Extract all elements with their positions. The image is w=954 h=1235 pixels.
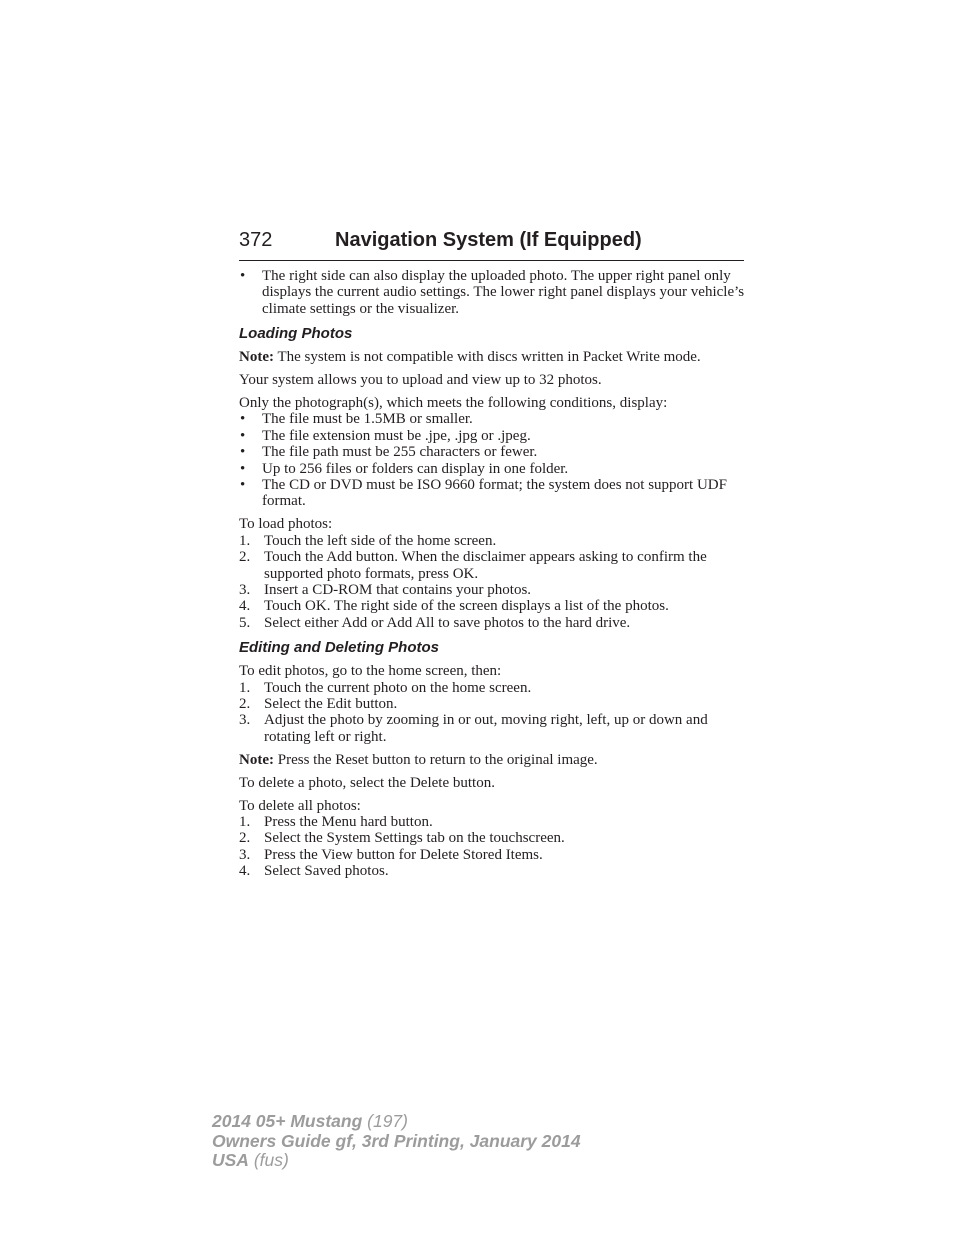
step-text: Press the Menu hard button. [264, 813, 433, 830]
footer-market: USA [212, 1150, 249, 1170]
load-steps-intro: To load photos: [239, 516, 333, 533]
list-item [239, 533, 745, 549]
step-text: Select Saved photos. [264, 863, 389, 880]
footer-model-code: (197) [362, 1111, 408, 1131]
upload-paragraph: Your system allows you to upload and view up to 32 photos. [239, 372, 602, 389]
step-number: 3. [239, 846, 251, 863]
section-title: Navigation System (If Equipped) [335, 229, 642, 251]
step-text: Press the View button for Delete Stored Items. [264, 846, 543, 863]
list-item [239, 582, 745, 598]
step-number: 1. [239, 532, 251, 549]
step-number: 5. [239, 614, 251, 631]
step-text: Touch the current photo on the home screen. [264, 679, 532, 696]
conditions-intro: Only the photograph(s), which meets the following conditions, display: [239, 395, 668, 412]
footer-line-guide [212, 1132, 581, 1152]
editing-photos-heading: Editing and Deleting Photos [239, 639, 439, 657]
note-paragraph [239, 349, 745, 365]
list-item [239, 814, 745, 830]
step-text: Adjust the photo by zooming in or out, moving right, left, up or down and rotating left or right. [264, 712, 708, 745]
note-paragraph [239, 752, 745, 768]
step-number: 3. [239, 582, 251, 598]
list-item: • The file extension must be .jpe, .jpg or .jpeg. [239, 428, 745, 444]
list-item: • The right side can also display the uploaded photo. The upper right panel only displays the current audio settings. The lower right panel displays your vehicle’s climate settings or the visualizer. [239, 268, 745, 317]
list-item: • The file must be 1.5MB or smaller. [239, 411, 745, 427]
intro-bullet-list [239, 268, 745, 317]
load-steps-list [239, 533, 745, 631]
list-item [239, 615, 745, 631]
step-number: 2. [239, 830, 251, 847]
step-number: 4. [239, 863, 251, 880]
step-number: 1. [239, 813, 251, 830]
step-number: 2. [239, 549, 251, 566]
step-number: 1. [239, 679, 251, 696]
note-text: Press the Reset button to return to the original image. [273, 751, 598, 768]
step-text: Select the Edit button. [264, 696, 398, 713]
list-item [239, 696, 745, 712]
footer-line-market [212, 1151, 581, 1171]
footer-guide: Owners Guide gf, 3rd Printing, January 2014 [212, 1130, 581, 1151]
list-item: • The CD or DVD must be ISO 9660 format; the system does not support UDF format. [239, 477, 745, 510]
page-footer [212, 1112, 581, 1171]
footer-model: 2014 05+ Mustang [212, 1111, 363, 1131]
step-text: Select the System Settings tab on the touchscreen. [264, 830, 565, 847]
step-text: Insert a CD-ROM that contains your photos. [264, 582, 532, 598]
loading-photos-heading: Loading Photos [239, 325, 353, 343]
delete-all-intro: To delete all photos: [239, 797, 361, 814]
step-number: 3. [239, 712, 251, 729]
list-item [239, 680, 745, 696]
page-number: 372 [239, 229, 273, 251]
step-number: 4. [239, 598, 251, 615]
note-label: Note: [239, 751, 274, 768]
footer-market-code: (fus) [248, 1150, 289, 1170]
delete-steps-list [239, 814, 745, 880]
step-text: Touch the left side of the home screen. [264, 532, 497, 549]
list-item [239, 847, 745, 863]
page-content [239, 268, 745, 886]
list-item [239, 549, 745, 582]
step-text: Select either Add or Add All to save photos to the hard drive. [264, 614, 631, 631]
footer-line-model [212, 1112, 581, 1132]
step-text: Touch OK. The right side of the screen displays a list of the photos. [264, 598, 669, 615]
step-number: 2. [239, 696, 251, 713]
list-item: • Up to 256 files or folders can display in one folder. [239, 461, 745, 477]
list-item [239, 863, 745, 879]
note-label: Note: [239, 349, 274, 366]
edit-steps-list [239, 680, 745, 746]
list-item [239, 598, 745, 614]
step-text: Touch the Add button. When the disclaimer appears asking to confirm the supported photo formats, press OK. [264, 549, 707, 582]
note-text: The system is not compatible with discs written in Packet Write mode. [273, 349, 701, 366]
page-header [239, 228, 744, 261]
edit-steps-intro: To edit photos, go to the home screen, then: [239, 663, 502, 680]
list-item [239, 830, 745, 846]
list-item: • The file path must be 255 characters or fewer. [239, 444, 745, 460]
delete-one-paragraph: To delete a photo, select the Delete button. [239, 774, 495, 791]
list-item [239, 712, 745, 745]
conditions-list [239, 411, 745, 509]
